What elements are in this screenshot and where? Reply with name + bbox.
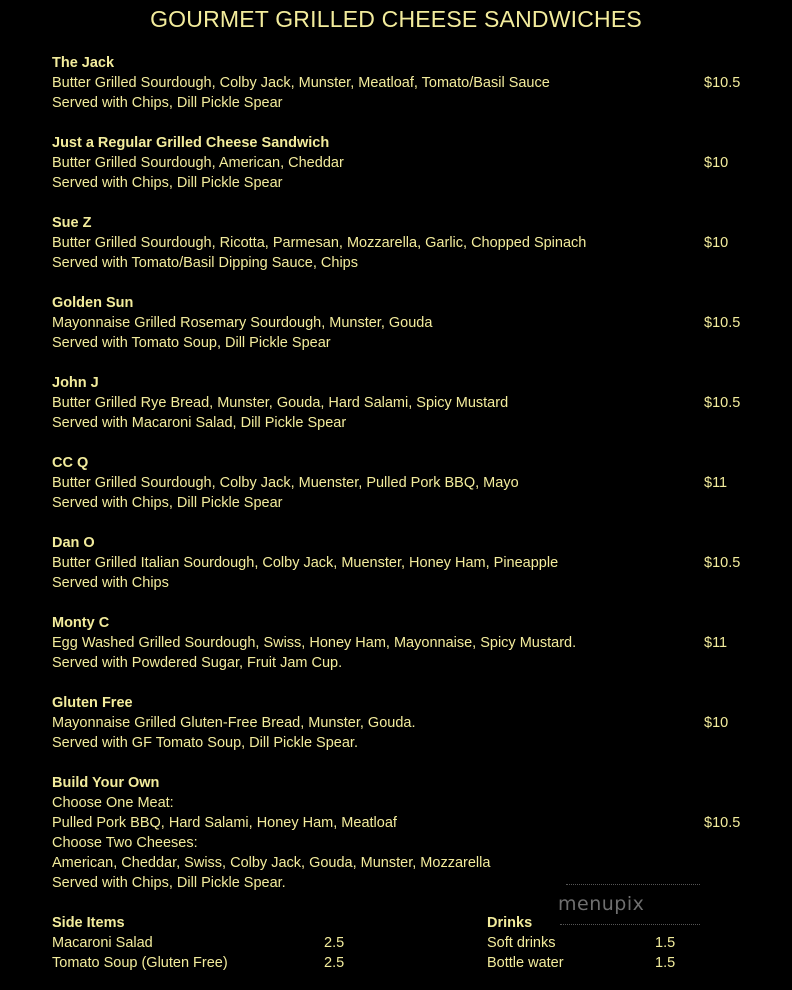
menu-item bbox=[52, 453, 752, 533]
item-name: John J bbox=[52, 375, 99, 391]
drink-name: Soft drinks bbox=[487, 935, 556, 951]
item-price: $10 bbox=[704, 715, 729, 731]
item-price: $10.5 bbox=[704, 315, 741, 331]
item-name: CC Q bbox=[52, 455, 89, 471]
drink-price: 1.5 bbox=[655, 955, 676, 971]
drink-row bbox=[487, 933, 687, 953]
item-description: Mayonnaise Grilled Gluten-Free Bread, Munster, Gouda. bbox=[52, 715, 416, 731]
menu-footer bbox=[0, 913, 792, 983]
menu-item-build-your-own bbox=[52, 773, 752, 913]
item-price: $10.5 bbox=[704, 555, 741, 571]
item-name: Golden Sun bbox=[52, 295, 134, 311]
drink-price: 1.5 bbox=[655, 935, 676, 951]
side-item-row bbox=[52, 933, 352, 953]
item-description: Butter Grilled Italian Sourdough, Colby Jack, Muenster, Honey Ham, Pineapple bbox=[52, 555, 559, 571]
item-name: Sue Z bbox=[52, 215, 92, 231]
menu-title: GOURMET GRILLED CHEESE SANDWICHES bbox=[150, 6, 642, 32]
side-item-name: Macaroni Salad bbox=[52, 935, 153, 951]
item-price: $11 bbox=[704, 475, 728, 491]
side-item-row bbox=[52, 953, 352, 973]
side-item-name: Tomato Soup (Gluten Free) bbox=[52, 955, 228, 971]
item-description: Butter Grilled Sourdough, Ricotta, Parmesan, Mozzarella, Garlic, Chopped Spinach bbox=[52, 235, 587, 251]
side-item-price: 2.5 bbox=[324, 955, 345, 971]
meat-options: Pulled Pork BBQ, Hard Salami, Honey Ham, Meatloaf bbox=[52, 815, 397, 831]
menu-item bbox=[52, 693, 752, 773]
watermark-divider bbox=[566, 884, 700, 885]
item-served-with: Served with Chips, Dill Pickle Spear bbox=[52, 175, 283, 191]
item-served-with: Served with GF Tomato Soup, Dill Pickle Spear. bbox=[52, 735, 358, 751]
drink-name: Bottle water bbox=[487, 955, 564, 971]
item-price: $10.5 bbox=[704, 815, 741, 831]
item-served-with: Served with Tomato/Basil Dipping Sauce, Chips bbox=[52, 255, 359, 271]
item-served-with: Served with Chips, Dill Pickle Spear bbox=[52, 95, 283, 111]
drinks-section bbox=[487, 913, 687, 973]
side-item-price: 2.5 bbox=[324, 935, 345, 951]
item-served-with: Served with Chips, Dill Pickle Spear bbox=[52, 495, 283, 511]
item-description: Butter Grilled Sourdough, Colby Jack, Munster, Meatloaf, Tomato/Basil Sauce bbox=[52, 75, 550, 91]
side-items-heading: Side Items bbox=[52, 915, 125, 931]
item-price: $10 bbox=[704, 235, 729, 251]
item-description: Butter Grilled Sourdough, American, Cheddar bbox=[52, 155, 344, 171]
item-name: Just a Regular Grilled Cheese Sandwich bbox=[52, 135, 330, 151]
item-served-with: Served with Chips, Dill Pickle Spear. bbox=[52, 875, 286, 891]
item-description: Egg Washed Grilled Sourdough, Swiss, Honey Ham, Mayonnaise, Spicy Mustard. bbox=[52, 635, 577, 651]
side-items-section bbox=[52, 913, 352, 973]
menu-item bbox=[52, 293, 752, 373]
menu-item bbox=[52, 133, 752, 213]
item-name: Dan O bbox=[52, 535, 95, 551]
item-name: Build Your Own bbox=[52, 775, 160, 791]
item-price: $10.5 bbox=[704, 75, 741, 91]
item-name: The Jack bbox=[52, 55, 115, 71]
menu-item bbox=[52, 213, 752, 293]
item-price: $11 bbox=[704, 635, 728, 651]
item-description: Mayonnaise Grilled Rosemary Sourdough, Munster, Gouda bbox=[52, 315, 433, 331]
item-served-with: Served with Powdered Sugar, Fruit Jam Cup. bbox=[52, 655, 343, 671]
menupix-watermark: menupix bbox=[558, 893, 645, 915]
item-served-with: Served with Tomato Soup, Dill Pickle Spear bbox=[52, 335, 331, 351]
item-served-with: Served with Chips bbox=[52, 575, 169, 591]
item-name: Gluten Free bbox=[52, 695, 133, 711]
item-price: $10.5 bbox=[704, 395, 741, 411]
menu-item bbox=[52, 53, 752, 133]
menu-item bbox=[52, 373, 752, 453]
item-description: Butter Grilled Sourdough, Colby Jack, Muenster, Pulled Pork BBQ, Mayo bbox=[52, 475, 519, 491]
item-name: Monty C bbox=[52, 615, 110, 631]
menu-items bbox=[52, 53, 752, 913]
item-description: Butter Grilled Rye Bread, Munster, Gouda, Hard Salami, Spicy Mustard bbox=[52, 395, 509, 411]
drink-row bbox=[487, 953, 687, 973]
menu-item bbox=[52, 613, 752, 693]
menu-item bbox=[52, 533, 752, 613]
choose-cheese-label: Choose Two Cheeses: bbox=[52, 835, 198, 851]
cheese-options: American, Cheddar, Swiss, Colby Jack, Gouda, Munster, Mozzarella bbox=[52, 855, 491, 871]
choose-meat-label: Choose One Meat: bbox=[52, 795, 174, 811]
item-served-with: Served with Macaroni Salad, Dill Pickle Spear bbox=[52, 415, 347, 431]
drinks-heading: Drinks bbox=[487, 915, 533, 931]
item-price: $10 bbox=[704, 155, 729, 171]
